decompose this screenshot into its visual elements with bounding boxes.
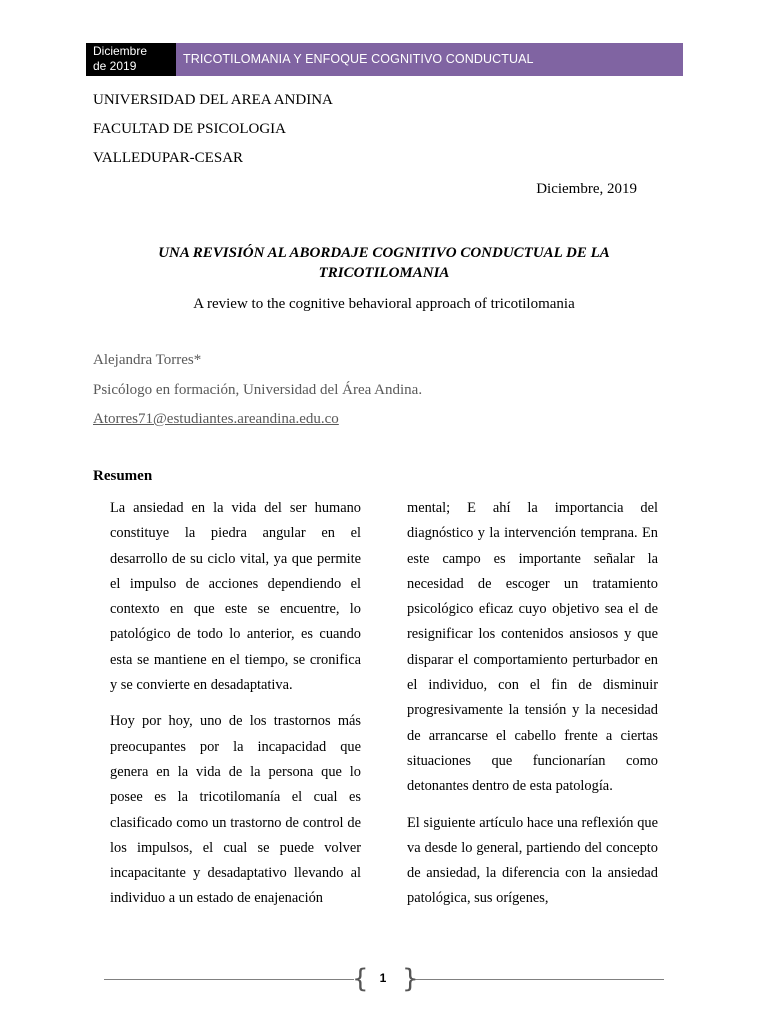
paper-title-line1: UNA REVISIÓN AL ABORDAJE COGNITIVO CONDUCTUAL DE LA [158, 245, 610, 261]
paper-title-line2: TRICOTILOMANIA [318, 265, 450, 281]
document-date: Diciembre, 2019 [536, 181, 637, 197]
footer-brace-right: } [402, 964, 419, 994]
abstract-right-column [407, 496, 658, 923]
footer-brace-left: { [352, 964, 369, 994]
header-date-line1: Diciembre [93, 44, 148, 58]
abstract-paragraph: El siguiente artículo hace una reflexión que va desde lo general, partiendo del concepto de ansiedad, la diferencia con la ansiedad patológica, sus orígenes, [407, 814, 658, 907]
author-affiliation: Psicólogo en formación, Universidad del Área Andina. [93, 382, 423, 398]
header-title: TRICOTILOMANIA Y ENFOQUE COGNITIVO CONDUCTUAL [176, 43, 683, 76]
university-name: UNIVERSIDAD DEL AREA ANDINA [93, 92, 333, 108]
header-date-line2: de 2019 [93, 59, 137, 73]
faculty-name: FACULTAD DE PSICOLOGIA [93, 121, 286, 137]
paper-title [93, 243, 675, 283]
abstract-paragraph: La ansiedad en la vida del ser humano constituye la piedra angular en el desarrollo de su ciclo vital, ya que permite el impulso de acciones dependiendo el contexto en que este se encuentre, lo patológico de todo lo anterior, es cuando esta se mantiene en el tiempo, se cronifica y se convierte en desadaptativa. [110, 500, 361, 694]
page-number: 1 [379, 971, 387, 985]
author-email-link[interactable]: Atorres71@estudiantes.areandina.edu.co [93, 411, 339, 427]
abstract-left-column [110, 496, 361, 923]
abstract-paragraph: mental; E ahí la importancia del diagnóstico y la intervención temprana. En este campo es importante señalar la necesidad de escoger un tratamiento psicológico eficaz cuyo objetivo sea el de resignificar los contenidos ansiosos y que disparar el comportamiento perturbador en el individuo, con el fin de disminuir progresivamente la tensión y la necesidad de arrancarse el cabello frente a ciertas situaciones que funcionarían como detonantes dentro de esta patología. [407, 500, 658, 795]
abstract-heading: Resumen [93, 468, 153, 484]
city-name: VALLEDUPAR-CESAR [93, 150, 244, 166]
header-date-box [86, 43, 176, 76]
footer-rule-left [104, 979, 354, 980]
footer-rule-right [412, 979, 664, 980]
abstract-paragraph: Hoy por hoy, uno de los trastornos más preocupantes por la incapacidad que genera en la vida de la persona que lo posee es la tricotilomanía el cual es clasificado como un trastorno de control de los impulsos, el cual se puede volver incapacitante y desadaptativo llevando al individuo a un estado de enajenación [110, 713, 361, 907]
paper-subtitle: A review to the cognitive behavioral approach of tricotilomania [193, 296, 575, 312]
author-name: Alejandra Torres* [93, 352, 202, 368]
